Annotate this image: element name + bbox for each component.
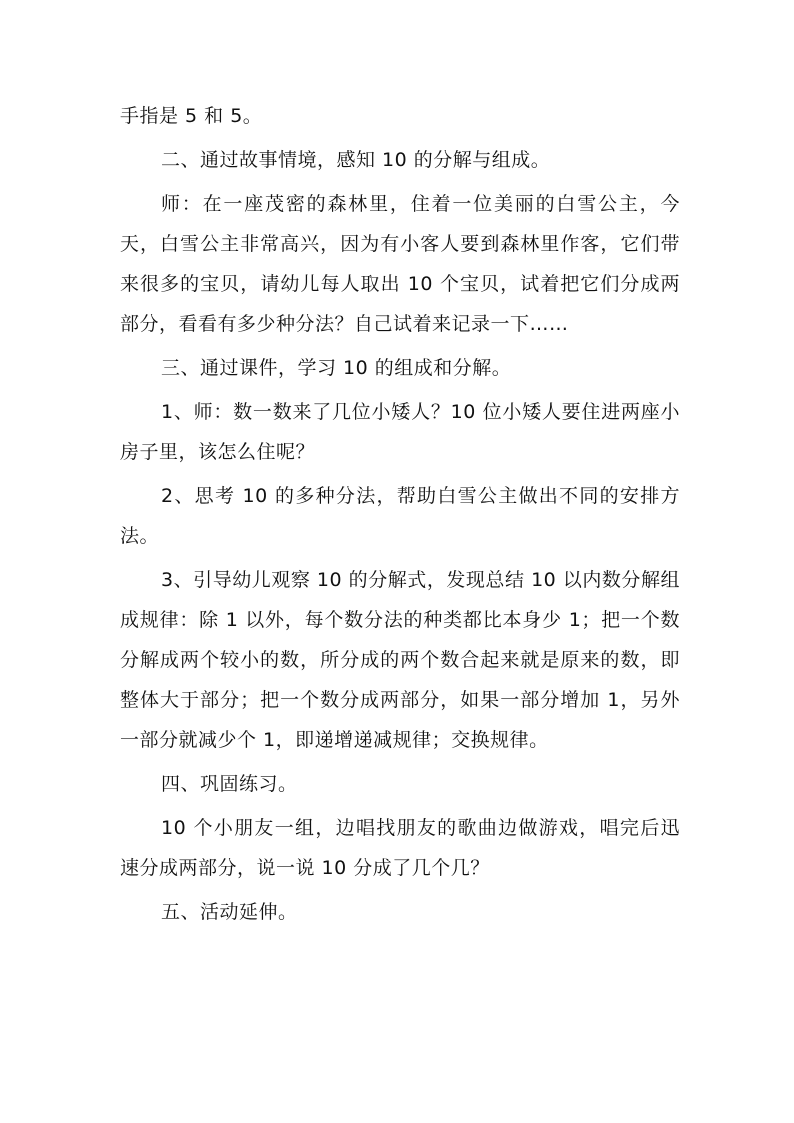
document-body [120, 96, 680, 936]
list-item-2: 2、思考 10 的多种分法，帮助白雪公主做出不同的安排方法。 [120, 485, 680, 547]
list-item-3: 3、引导幼儿观察 10 的分解式，发现总结 10 以内数分解组成规律：除 1 以外，每个数分法的种类都比本身少 1；把一个数分解成两个较小的数，所分成的两个数合起来就是原来的数，即整体大于部分；把一个数分成两部分，如果一部分增加 1，另外一部分就减少个 1，即递增递减规律；交换规律。 [120, 569, 680, 751]
list-item-1: 1、师：数一数来了几位小矮人？10 位小矮人要住进两座小房子里，该怎么住呢？ [120, 401, 680, 463]
section-heading-2: 二、通过故事情境，感知 10 的分解与组成。 [161, 149, 551, 171]
paragraph-practice: 10 个小朋友一组，边唱找朋友的歌曲边做游戏，唱完后迅速分成两部分，说一说 10 分成了几个几？ [120, 817, 680, 879]
paragraph-story: 师：在一座茂密的森林里，住着一位美丽的白雪公主，今天，白雪公主非常高兴，因为有小客人要到森林里作客，它们带来很多的宝贝，请幼儿每人取出 10 个宝贝，试着把它们分成两部分，看看有多少种分法？自己试着来记录一下…… [120, 193, 680, 335]
section-heading-3: 三、通过课件，学习 10 的组成和分解。 [161, 357, 512, 379]
section-heading-4: 四、巩固练习。 [161, 773, 298, 795]
section-heading-5: 五、活动延伸。 [161, 901, 298, 923]
paragraph-continuation: 手指是 5 和 5。 [120, 105, 263, 127]
